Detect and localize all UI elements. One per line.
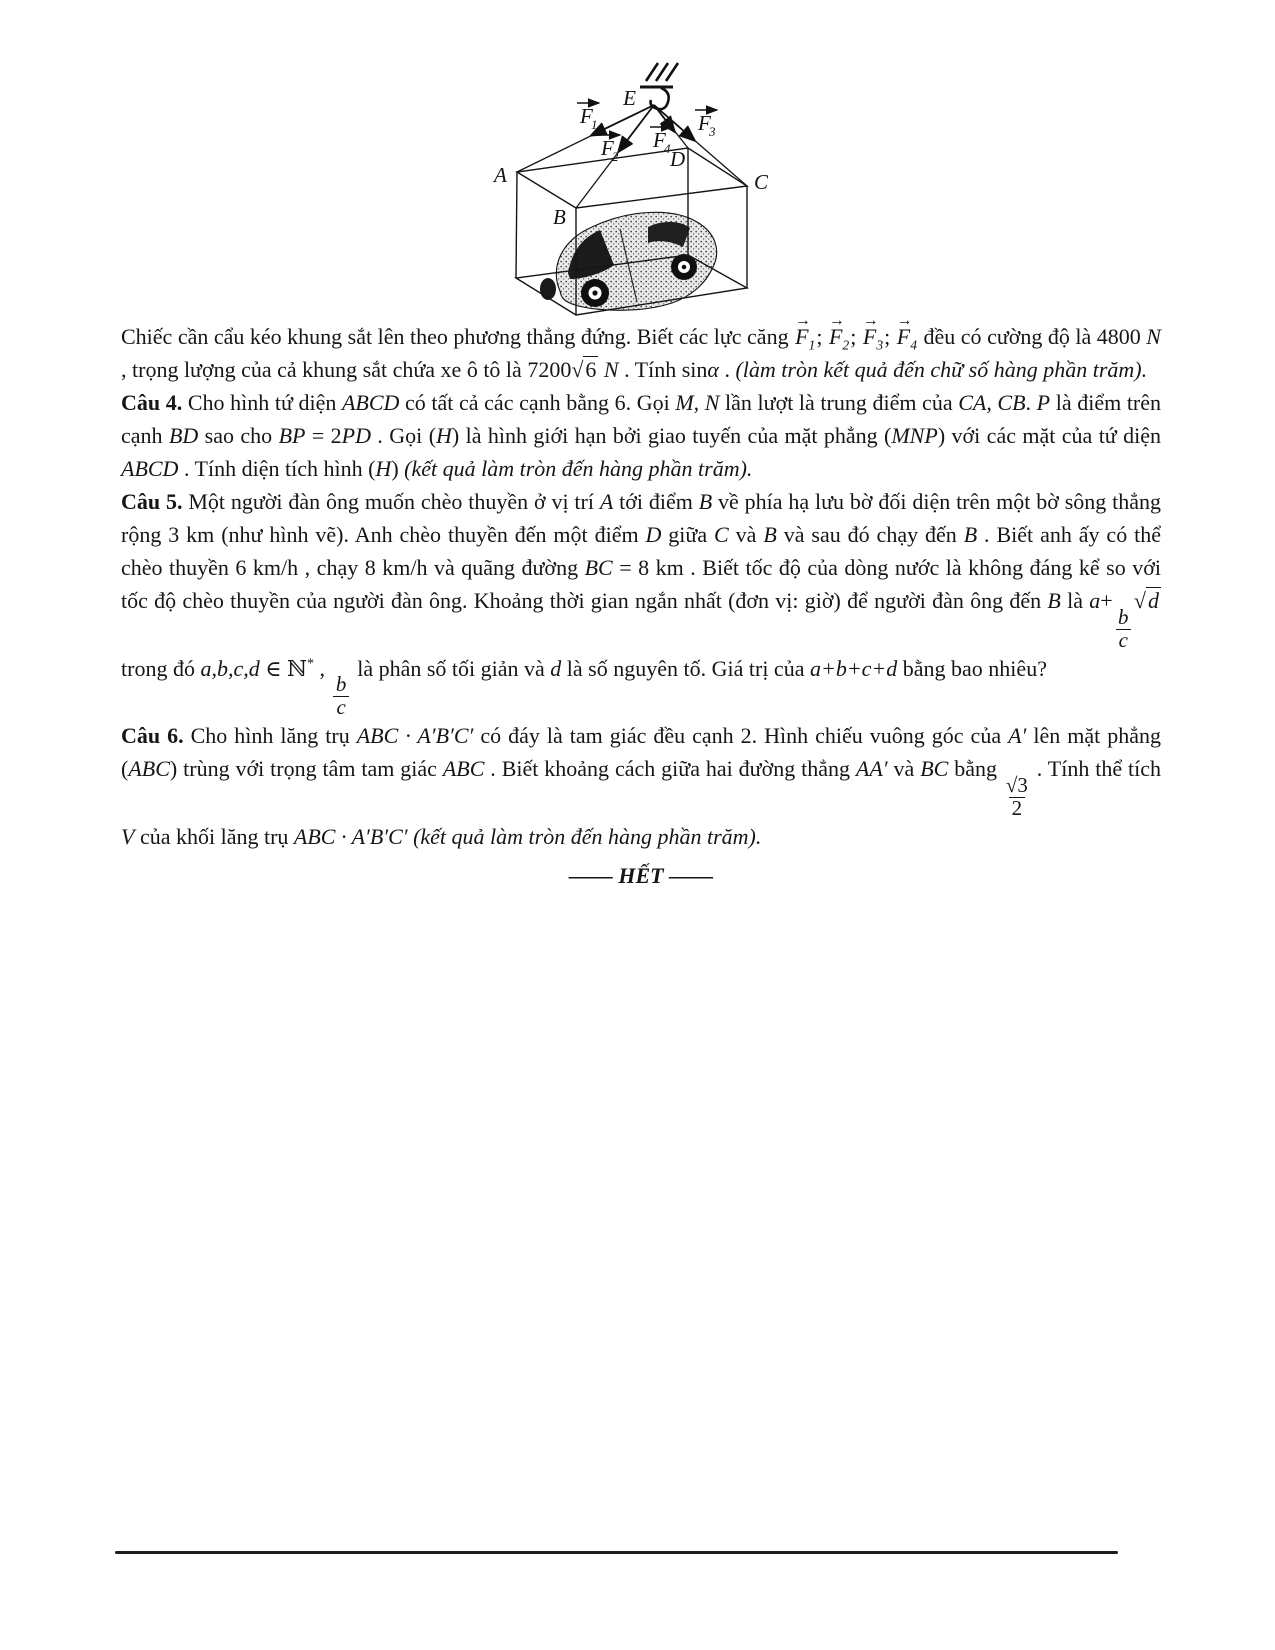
text-segment: BC xyxy=(920,756,949,782)
text-segment: P xyxy=(1036,390,1051,415)
text-segment: MNP xyxy=(891,423,938,448)
force-letter: F xyxy=(580,104,593,128)
text-segment: N xyxy=(1140,324,1161,349)
text-segment: α xyxy=(707,357,719,382)
text-segment: lên mặt phẳng ( xyxy=(121,723,1161,782)
force-subscript: 2 xyxy=(612,149,619,164)
text-segment: BD xyxy=(168,423,199,448)
text-segment: B xyxy=(1047,588,1061,613)
text-segment: AA′ xyxy=(855,756,888,782)
paragraph xyxy=(121,320,1161,386)
text-segment: ABCD xyxy=(121,456,179,481)
text-segment: . Tính diện tích hình ( xyxy=(178,456,376,481)
force-label-F3 xyxy=(695,110,717,139)
point-label-E: E xyxy=(623,86,636,110)
text-segment: → $F_1$ xyxy=(795,324,815,349)
paragraph xyxy=(121,485,1161,719)
force-label-F4 xyxy=(650,127,672,156)
text-segment: a xyxy=(1089,588,1101,613)
text-segment: Câu 6. xyxy=(121,723,184,749)
text-segment: B xyxy=(963,522,978,547)
text-segment: H xyxy=(375,456,392,481)
text-segment: $\frac{b}{c}$ xyxy=(1116,607,1131,652)
text-segment: N xyxy=(598,357,619,382)
text-segment: . Tính sin xyxy=(618,357,708,382)
text-segment: ; xyxy=(884,324,896,349)
text-segment: M, N xyxy=(675,390,720,415)
text-segment: B xyxy=(698,489,713,514)
text-segment: ABCD xyxy=(341,390,400,415)
text-segment: BC xyxy=(584,555,613,580)
text-segment: về phía hạ lưu bờ đối diện trên một bờ sông thẳng rộng 3 km (như hình vẽ). Anh chèo thuyền đến một điểm xyxy=(121,489,1161,547)
text-segment: . xyxy=(1025,390,1037,415)
text-segment: ) trùng với trọng tâm tam giác xyxy=(169,756,443,782)
text-segment: BP xyxy=(278,423,306,448)
crane-figure xyxy=(440,54,778,322)
text-segment: V xyxy=(121,823,135,849)
text-segment: H xyxy=(436,423,452,448)
text-segment: Câu 4. xyxy=(121,390,183,415)
text-segment: Một người đàn ông muốn chèo thuyền ở vị trí xyxy=(182,489,600,514)
text-segment: bằng bao nhiêu? xyxy=(897,655,1047,681)
text-segment: $\frac{√3}{2}$ xyxy=(1005,772,1028,820)
text-segment: ; xyxy=(816,324,828,349)
text-segment: D xyxy=(645,522,662,547)
text-segment: A′ xyxy=(1008,723,1027,749)
text-segment: = 2 xyxy=(305,423,342,448)
text-segment: trong đó xyxy=(121,655,201,681)
text-segment: bằng xyxy=(948,756,1003,782)
text-segment: —— HẾT —— xyxy=(568,862,714,888)
text-segment: giữa xyxy=(661,522,715,547)
text-segment: → $F_2$ xyxy=(829,324,849,349)
text-segment: Cho hình tứ diện xyxy=(182,390,342,415)
text-segment: là điểm trên cạnh xyxy=(121,390,1162,448)
text-segment: ∈ ℕ* xyxy=(259,655,314,681)
text-segment: $\frac{b}{c}$ xyxy=(333,674,348,719)
point-label-A: A xyxy=(494,163,507,187)
text-segment: ) xyxy=(391,456,405,481)
text-segment: → $F_4$ xyxy=(897,324,917,349)
text-segment: Câu 5. xyxy=(121,489,183,514)
text-segment: . Biết anh ấy có thể chèo thuyền 6 km/h , chạy 8 km/h và quãng đường xyxy=(121,522,1161,580)
force-letter: F xyxy=(601,136,614,160)
text-segment: Chiếc cần cẩu kéo khung sắt lên theo phương thẳng đứng. Biết các lực căng xyxy=(121,324,795,349)
force-subscript: 4 xyxy=(664,141,671,156)
text-segment: là phân số tối giản và xyxy=(351,655,551,681)
text-segment: là xyxy=(1060,588,1090,613)
text-segment: ABC · A′B′C′ xyxy=(293,823,408,849)
text-segment: √6 xyxy=(571,357,597,382)
text-segment: ABC · A′B′C′ xyxy=(356,723,474,749)
text-segment: là số nguyên tố. Giá trị của xyxy=(561,655,810,681)
text-segment: ; xyxy=(850,324,862,349)
force-letter: F xyxy=(653,128,666,152)
car-illustration xyxy=(540,212,717,310)
text-segment: . Gọi ( xyxy=(371,423,437,448)
text-segment: d xyxy=(550,655,562,681)
text-segment: có đáy là tam giác đều cạnh 2. Hình chiếu vuông góc của xyxy=(473,723,1009,749)
text-segment: a,b,c,d xyxy=(200,655,260,681)
text-segment: ) với các mặt của tứ diện xyxy=(937,423,1162,448)
text-segment: C xyxy=(714,522,729,547)
text-segment: → $F_3$ xyxy=(863,324,883,349)
text-segment: , trọng lượng của cả khung sắt chứa xe ô tô là 7200 xyxy=(121,357,572,382)
text-segment: ) là hình giới hạn bởi giao tuyến của mặt phẳng ( xyxy=(451,423,892,448)
footer-rule xyxy=(115,1551,1118,1554)
text-segment: ABC xyxy=(442,756,485,782)
text-segment: = 8 km . Biết tốc độ của dòng nước là không đáng kể so với tốc độ chèo thuyền của người đàn ông. Khoảng thời gian ngắn nhất (đơn vị: giờ) để người đàn ông đến xyxy=(121,555,1162,613)
force-letter: F xyxy=(698,111,711,135)
text-segment: sao cho xyxy=(198,423,279,448)
text-segment: lần lượt là trung điểm của xyxy=(719,390,959,415)
text-segment: √d xyxy=(1133,588,1159,613)
text-segment: tới điểm xyxy=(613,489,699,514)
force-label-F1 xyxy=(577,103,599,132)
text-segment: và sau đó chạy đến xyxy=(776,522,964,547)
text-segment: + xyxy=(1100,588,1113,613)
force-label-F2 xyxy=(598,135,620,164)
end-marker xyxy=(121,859,1161,892)
text-segment: B xyxy=(763,522,777,547)
text-segment: . Tính thể tích xyxy=(1030,756,1161,782)
point-label-D: D xyxy=(670,147,686,171)
text-segment: ABC xyxy=(128,756,170,782)
point-label-C: C xyxy=(754,170,769,194)
paragraph xyxy=(121,386,1161,485)
text-segment: , xyxy=(313,655,331,681)
crane-figure-svg xyxy=(440,54,778,322)
text-segment: (làm tròn kết quả đến chữ số hàng phần trăm). xyxy=(735,357,1148,382)
text-segment: và xyxy=(887,756,921,782)
text-segment: (kết quả làm tròn đến hàng phần trăm). xyxy=(404,456,753,481)
force-subscript: 3 xyxy=(709,124,716,139)
text-segment: a+b+c+d xyxy=(809,655,898,681)
text-segment: đều có cường độ là 4800 xyxy=(918,324,1141,349)
text-segment: . Biết khoảng cách giữa hai đường thẳng xyxy=(484,756,856,782)
text-segment: có tất cả các cạnh bằng 6. Gọi xyxy=(399,390,676,415)
text-segment: CA, CB xyxy=(958,390,1026,415)
ceiling-hatch-icon xyxy=(640,63,678,87)
text-segment: Cho hình lăng trụ xyxy=(183,723,357,749)
text-segment: . xyxy=(718,357,736,382)
text-segment: và xyxy=(728,522,764,547)
text-segment: A xyxy=(599,489,614,514)
text-segment: PD xyxy=(341,423,371,448)
point-label-B: B xyxy=(553,205,566,229)
text-segment: của khối lăng trụ xyxy=(134,823,294,849)
force-subscript: 1 xyxy=(591,117,598,132)
text-segment: (kết quả làm tròn đến hàng phần trăm). xyxy=(413,823,762,849)
text-block xyxy=(121,320,1161,892)
paragraph xyxy=(121,719,1161,853)
